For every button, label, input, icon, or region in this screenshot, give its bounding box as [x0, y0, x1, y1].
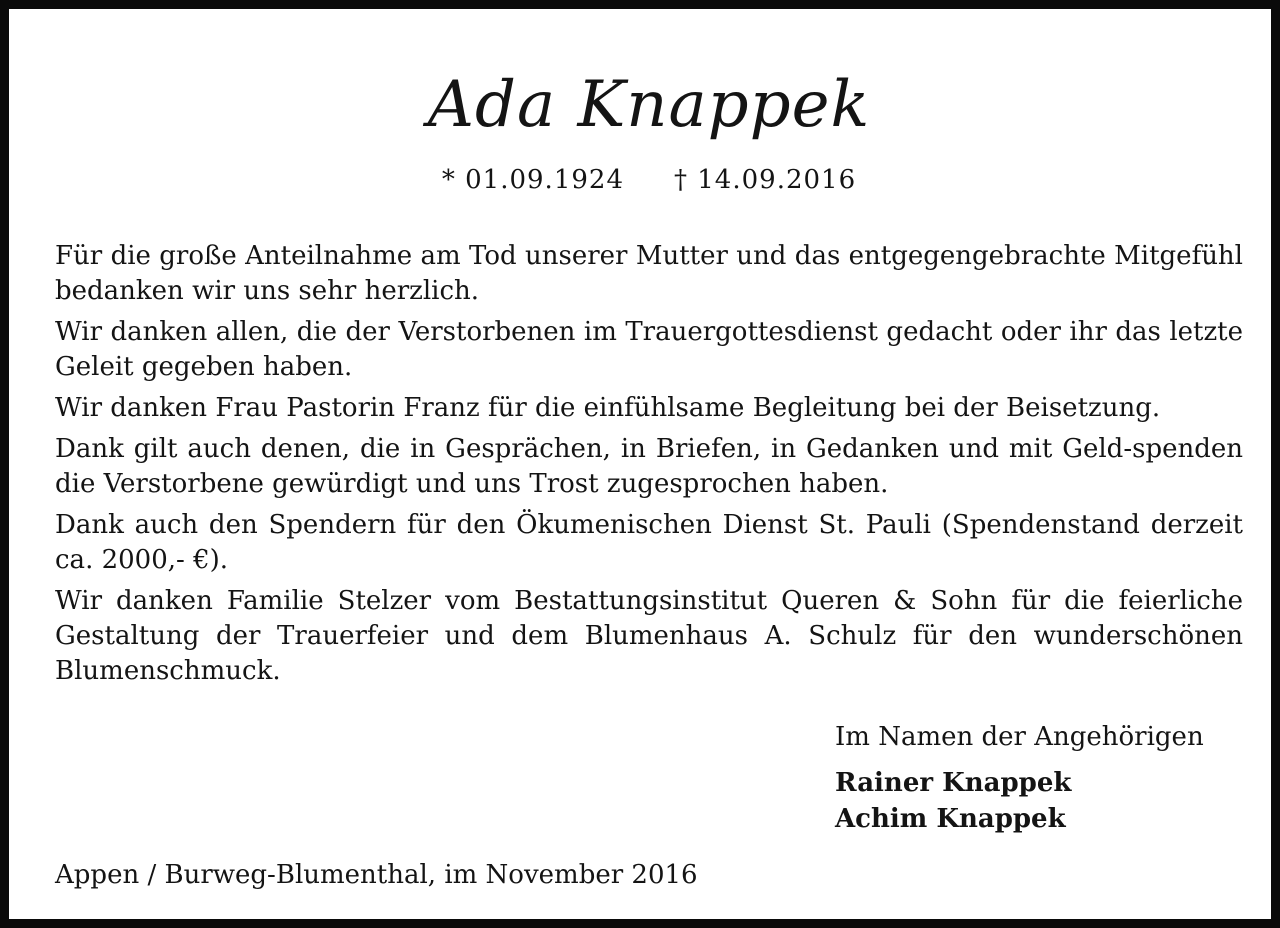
paragraph: Wir danken allen, die der Verstorbenen im Trauergottesdienst gedacht oder ihr das letzte Geleit gegeben haben. [55, 317, 1243, 382]
paragraph: Wir danken Frau Pastorin Franz für die einfühlsame Begleitung bei der Beisetzung. [55, 393, 1161, 423]
birth-date: * 01.09.1924 [441, 165, 624, 195]
signer-name: Rainer Knappek [835, 768, 1072, 798]
signature-intro: Im Namen der Angehörigen [835, 722, 1204, 752]
paragraph: Dank auch den Spendern für den Ökumenischen Dienst St. Pauli (Spendenstand derzeit ca. 2000,- €). [55, 510, 1243, 575]
life-dates [9, 163, 1280, 197]
place-and-date: Appen / Burweg-Blumenthal, im November 2016 [55, 860, 698, 890]
paragraph: Dank gilt auch denen, die in Gesprächen, in Briefen, in Gedanken und mit Geld-spenden die Verstorbene gewürdigt und uns Trost zugesprochen haben. [55, 434, 1243, 499]
paragraph: Für die große Anteilnahme am Tod unserer Mutter und das entgegengebrachte Mitgefühl bedanken wir uns sehr herzlich. [55, 241, 1243, 306]
signature-block [835, 719, 1245, 837]
signer-name: Achim Knappek [835, 804, 1066, 834]
death-date: † 14.09.2016 [674, 165, 857, 195]
thank-you-text [55, 239, 1243, 695]
deceased-name: Ada Knappek [427, 68, 871, 142]
paragraph: Wir danken Familie Stelzer vom Bestattungsinstitut Queren & Sohn für die feierliche Gestaltung der Trauerfeier und dem Blumenhaus A. Schulz für den wunderschönen Blumenschmuck. [55, 586, 1243, 686]
